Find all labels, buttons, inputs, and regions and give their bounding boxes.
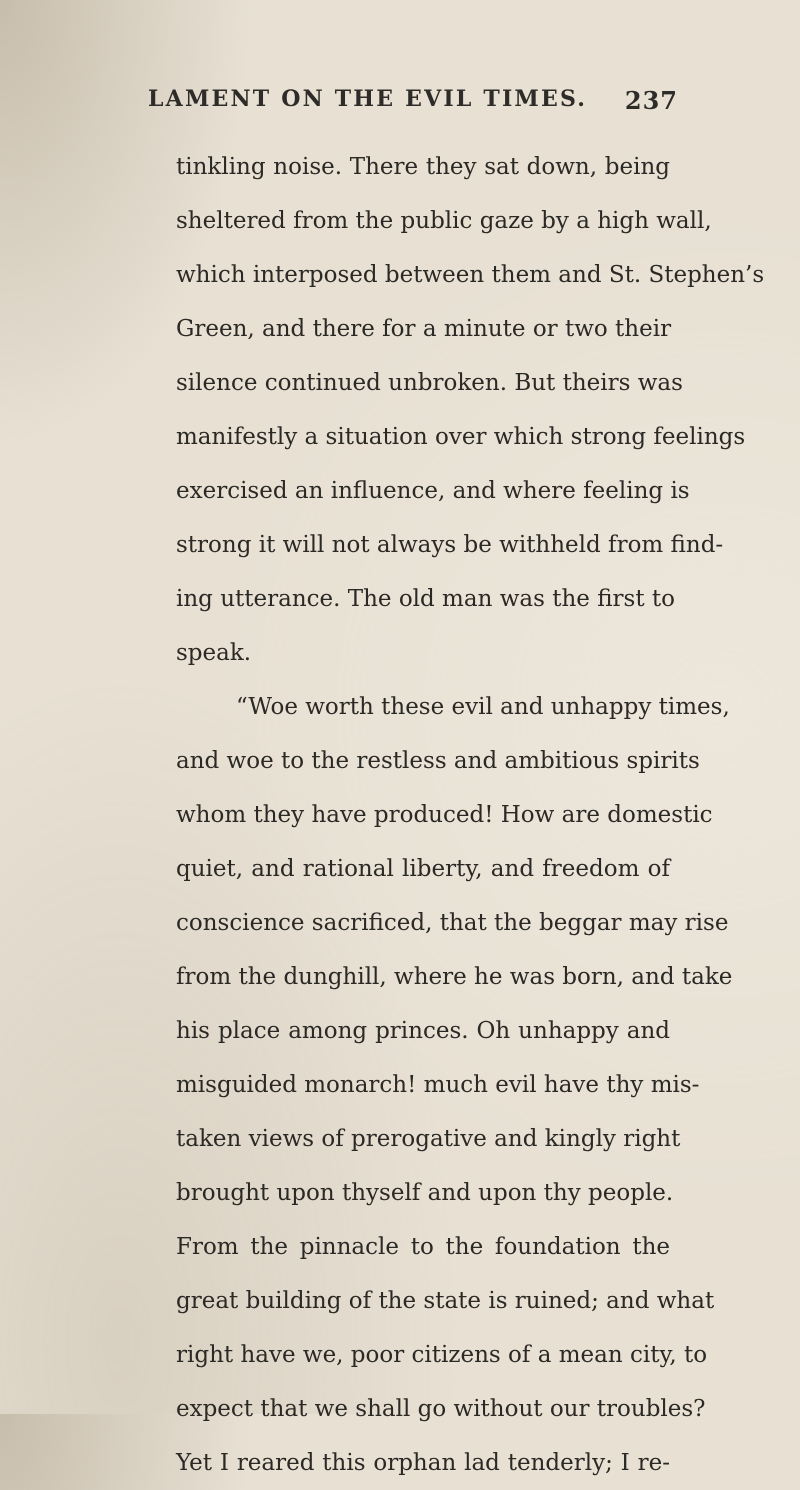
page-number: 237 xyxy=(624,86,678,115)
text-line: misguided monarch! much evil have thy mis- xyxy=(176,1072,700,1098)
text-line: and woe to the restless and ambitious spirits xyxy=(176,748,700,774)
text-line: tinkling noise. There they sat down, being xyxy=(176,154,670,180)
text-line: Green, and there for a minute or two their xyxy=(176,316,672,342)
text-line: whom they have produced! How are domestic xyxy=(176,802,713,828)
text-line: his place among princes. Oh unhappy and xyxy=(176,1018,670,1044)
text-line: expect that we shall go without our troubles? xyxy=(176,1396,706,1422)
text-line: sheltered from the public gaze by a high wall, xyxy=(176,208,712,234)
running-head xyxy=(148,86,678,126)
text-line: conscience sacrificed, that the beggar may rise xyxy=(176,910,729,936)
text-line: quiet, and rational liberty, and freedom of xyxy=(176,856,670,882)
text-line: which interposed between them and St. Stephen’s xyxy=(176,262,765,288)
text-line: right have we, poor citizens of a mean city, to xyxy=(176,1342,708,1368)
text-line: Yet I reared this orphan lad tenderly; I re- xyxy=(176,1450,670,1476)
text-line: exercised an influence, and where feeling is xyxy=(176,478,690,504)
text-line: from the dunghill, where he was born, and take xyxy=(176,964,733,990)
text-line: speak. xyxy=(176,640,252,666)
text-line: taken views of prerogative and kingly right xyxy=(176,1126,681,1152)
text-line: ing utterance. The old man was the first to xyxy=(176,586,675,612)
text-line: brought upon thyself and upon thy people. xyxy=(176,1180,674,1206)
text-line: “Woe worth these evil and unhappy times, xyxy=(236,694,730,720)
text-line: silence continued unbroken. But theirs was xyxy=(176,370,683,396)
text-line: strong it will not always be withheld from find- xyxy=(176,532,724,558)
text-line: manifestly a situation over which strong feelings xyxy=(176,424,746,450)
running-title: LAMENT ON THE EVIL TIMES. xyxy=(148,86,588,112)
text-line: From the pinnacle to the foundation the xyxy=(176,1234,670,1260)
text-line: great building of the state is ruined; and what xyxy=(176,1288,715,1314)
